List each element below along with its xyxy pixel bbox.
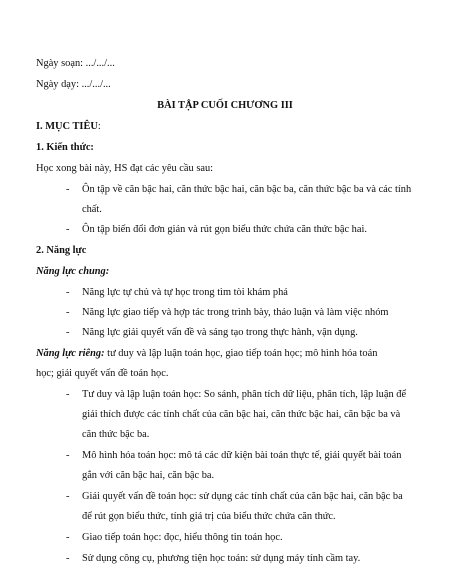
specific-item-3-line-1: Giải quyết vấn đề toán học: sử dụng các tính chất của căn bậc hai, căn bậc ba — [82, 491, 403, 502]
bullet-dash: - — [66, 327, 70, 338]
general-item-2: Năng lực giao tiếp và hợp tác trong trình bày, thảo luận và làm việc nhóm — [82, 307, 389, 318]
specific-item-1-line-1: Tư duy và lập luận toán học: So sánh, phân tích dữ liệu, phân tích, lập luận để — [82, 389, 407, 400]
bullet-dash: - — [66, 287, 70, 298]
section-heading-text: I. MỤC TIÊU — [36, 121, 98, 132]
specific-competence-heading: Năng lực riêng: — [36, 348, 105, 359]
knowledge-item-1-line-2: chất. — [82, 204, 102, 215]
general-item-3: Năng lực giải quyết vấn đề và sáng tạo trong thực hành, vận dụng. — [82, 327, 358, 338]
bullet-dash: - — [66, 224, 70, 235]
bullet-dash: - — [66, 389, 70, 400]
section-heading-objectives — [36, 120, 101, 133]
specific-item-3-line-2: để rút gọn biểu thức, tính giá trị của biểu thức chứa căn thức. — [82, 511, 336, 522]
bullet-dash: - — [66, 491, 70, 502]
general-competence-heading: Năng lực chung: — [36, 266, 110, 277]
prep-date: Ngày soạn: .../.../... — [36, 58, 115, 69]
knowledge-intro: Học xong bài này, HS đạt các yêu cầu sau: — [36, 163, 214, 174]
general-item-1: Năng lực tự chủ và tự học trong tìm tòi khám phá — [82, 287, 288, 298]
document-title: BÀI TẬP CUỐI CHƯƠNG III — [157, 100, 293, 111]
specific-competence-intro — [36, 347, 377, 360]
specific-competence-intro-line-2: học; giải quyết vấn đề toán học. — [36, 368, 169, 379]
bullet-dash: - — [66, 553, 70, 564]
knowledge-item-2: Ôn tập biến đổi đơn giản và rút gọn biểu thức chứa căn thức bậc hai. — [82, 224, 367, 235]
competence-heading: 2. Năng lực — [36, 245, 87, 256]
teach-date: Ngày dạy: .../.../... — [36, 79, 111, 90]
section-heading-colon: : — [97, 121, 101, 132]
bullet-dash: - — [66, 307, 70, 318]
specific-item-2-line-2: gắn với căn bậc hai, căn bậc ba. — [82, 470, 215, 481]
specific-item-5: Sử dụng công cụ, phương tiện học toán: sử dụng máy tính cầm tay. — [82, 553, 361, 564]
bullet-dash: - — [66, 450, 70, 461]
bullet-dash: - — [66, 184, 70, 195]
knowledge-heading: 1. Kiến thức: — [36, 142, 94, 153]
specific-item-2-line-1: Mô hình hóa toán học: mô tả các dữ kiện bài toán thực tế, giải quyết bài toán — [82, 450, 402, 461]
knowledge-item-1-line-1: Ôn tập về căn bậc hai, căn thức bậc hai, căn bậc ba, căn thức bậc ba và các tính — [82, 184, 412, 195]
specific-item-1-line-2: giải thích được các tính chất của căn bậc hai, căn thức bậc hai, căn bậc ba và — [82, 409, 401, 420]
specific-item-4: Giao tiếp toán học: đọc, hiểu thông tin toán học. — [82, 532, 283, 543]
bullet-dash: - — [66, 532, 70, 543]
specific-competence-intro-text: tư duy và lập luận toán học, giao tiếp toán học; mô hình hóa toán — [104, 348, 378, 359]
specific-item-1-line-3: căn thức bậc ba. — [82, 429, 150, 440]
